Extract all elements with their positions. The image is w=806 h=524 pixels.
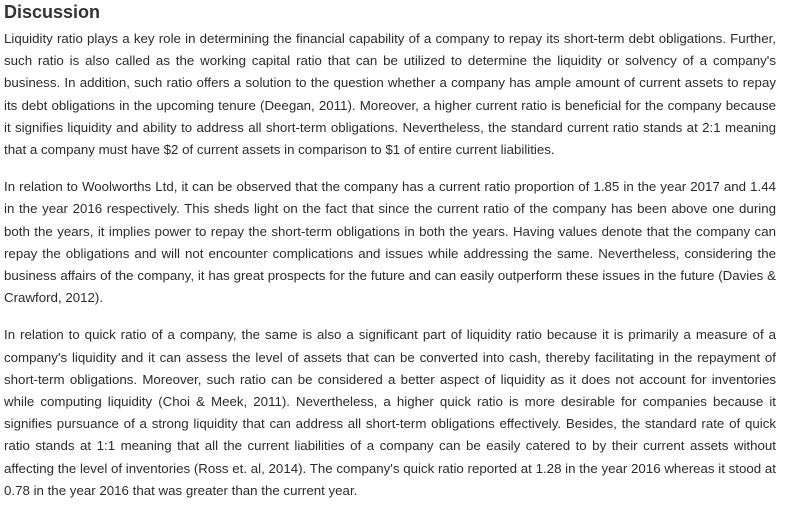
paragraph-woolworths-current-ratio: In relation to Woolworths Ltd, it can be observed that the company has a current ratio proportion of 1.85 in the year 2017 and 1.44 in the year 2016 respectively. This sheds light on the fact that since the current ratio of the company has been above one during both the years, it implies power to repay the short-term obligations in both the years. Having values denote that the company can repay the obligations and will not encounter complications and issues while addressing the same. Nevertheless, considering the business affairs of the company, it has great prospects for the future and can easily outperform these issues in the future (Davies & Crawford, 2012). xyxy=(4,179,776,306)
section-heading: Discussion xyxy=(4,2,101,22)
paragraph-current-ratio-overview: Liquidity ratio plays a key role in determining the financial capability of a company to repay its short-term debt obligations. Further, such ratio is also called as the working capital ratio that can be utilized to determine the liquidity or solvency of a company's business. In addition, such ratio offers a solution to the question whether a company has ample amount of current assets to repay its debt obligations in the upcoming tenure (Deegan, 2011). Moreover, a higher current ratio is beneficial for the company because it signifies liquidity and ability to address all short-term obligations. Nevertheless, the standard current ratio stands at 2:1 meaning that a company must have $2 of current assets in comparison to $1 of entire current liabilities. xyxy=(4,31,776,158)
paragraph-quick-ratio: In relation to quick ratio of a company, the same is also a significant part of liquidity ratio because it is primarily a measure of a company's liquidity and it can assess the level of assets that can be converted into cash, thereby facilitating in the repayment of short-term obligations. Moreover, such ratio can be considered a better aspect of liquidity as it does not account for inventories while computing liquidity (Choi & Meek, 2011). Nevertheless, a higher quick ratio is more desirable for companies because it signifies pursuance of a strong liquidity that can address all short-term obligations effectively. Besides, the standard rate of quick ratio stands at 1:1 meaning that all the current liabilities of a company can be easily catered to by their current assets without affecting the level of inventories (Ross et. al, 2014). The company's quick ratio reported at 1.28 in the year 2016 whereas it stood at 0.78 in the year 2016 that was greater than the current year. xyxy=(4,327,776,498)
